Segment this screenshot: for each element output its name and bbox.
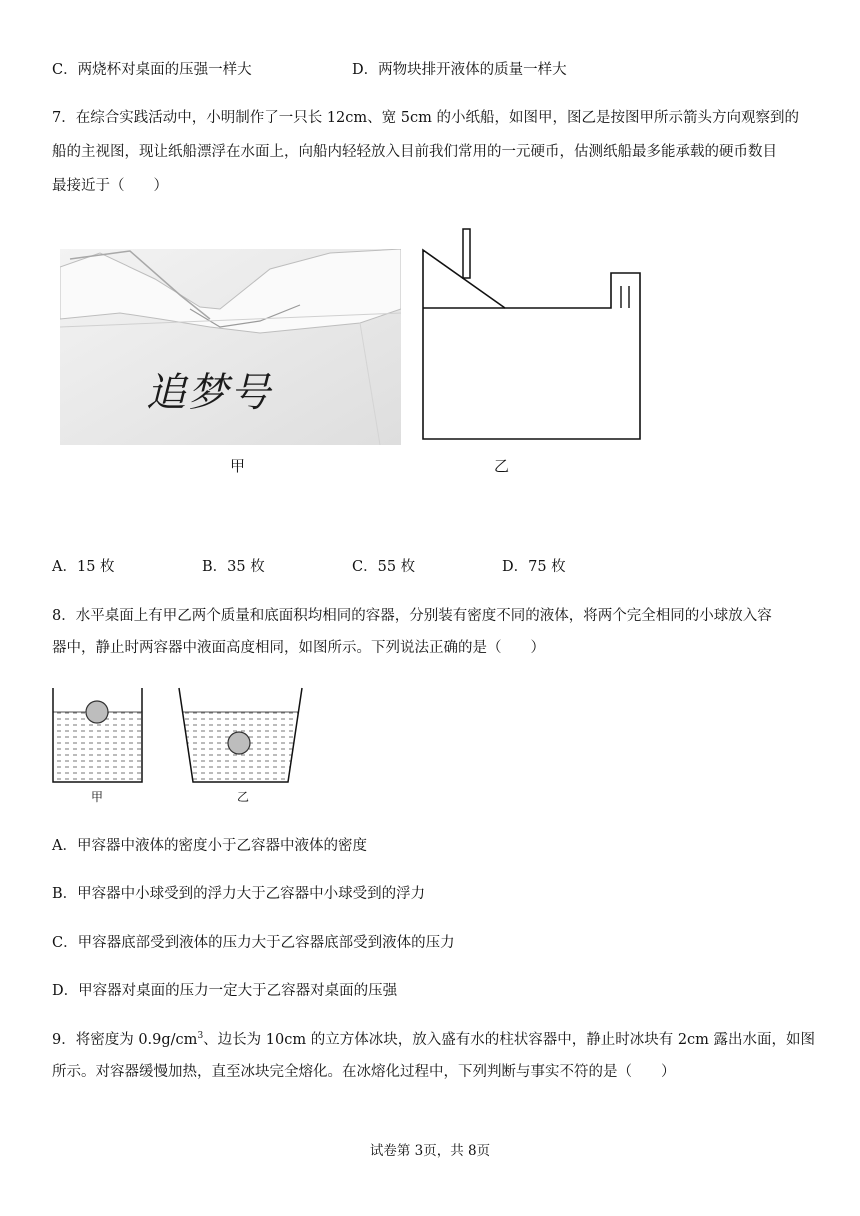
q6-option-c: C．两烧杯对桌面的压强一样大 bbox=[52, 62, 252, 78]
q6-option-d: D．两物块排开液体的质量一样大 bbox=[352, 62, 567, 78]
q8-label-yi: 乙 bbox=[237, 790, 250, 804]
q9-superscript: 3 bbox=[197, 1031, 204, 1042]
container-yi bbox=[179, 688, 302, 782]
q7-option-a: A．15 枚 bbox=[52, 559, 115, 575]
page-footer: 试卷第 3页，共 8页 bbox=[369, 1143, 491, 1159]
container-jia bbox=[53, 688, 142, 782]
q8-option-b: B．甲容器中小球受到的浮力大于乙容器中小球受到的浮力 bbox=[52, 886, 426, 902]
q8-option-a: A．甲容器中液体的密度小于乙容器中液体的密度 bbox=[52, 838, 367, 854]
q7-option-d: D．75 枚 bbox=[502, 559, 566, 575]
q7-stem-line1: 7．在综合实践活动中，小明制作了一只长 12cm、宽 5cm 的小纸船，如图甲，图乙是按图甲所示箭头方向观察到的 bbox=[52, 110, 799, 126]
q9-stem-line1 bbox=[52, 1030, 815, 1050]
q9-stem-part2: 、边长为 10cm 的立方体冰块，放入盛有水的柱状容器中，静止时冰块有 2cm 露出水面，如图 bbox=[203, 1032, 816, 1048]
boat-outline bbox=[423, 250, 640, 439]
paper-boat-photo bbox=[60, 249, 401, 445]
q8-option-d: D．甲容器对桌面的压力一定大于乙容器对桌面的压强 bbox=[52, 983, 398, 999]
q8-label-jia: 甲 bbox=[91, 790, 104, 804]
q7-stem-line3: 最接近于（ ） bbox=[52, 178, 168, 194]
q7-label-jia: 甲 bbox=[230, 457, 246, 475]
ball-yi bbox=[228, 732, 250, 754]
q7-stem-line2: 船的主视图，现让纸船漂浮在水面上，向船内轻轻放入目前我们常用的一元硬币，估测纸船最多能承载的硬币数目 bbox=[52, 144, 777, 160]
q8-stem-line1: 8．水平桌面上有甲乙两个质量和底面积均相同的容器，分别装有密度不同的液体，将两个完全相同的小球放入容 bbox=[52, 608, 772, 624]
q7-option-c: C．55 枚 bbox=[352, 559, 416, 575]
ball-jia bbox=[86, 701, 108, 723]
q7-option-b: B．35 枚 bbox=[202, 559, 265, 575]
boat-front-view-diagram bbox=[415, 224, 647, 444]
q9-stem-line2: 所示。对容器缓慢加热，直至冰块完全熔化。在冰熔化过程中，下列判断与事实不符的是（ ） bbox=[52, 1064, 676, 1080]
q8-option-c: C．甲容器底部受到液体的压力大于乙容器底部受到液体的压力 bbox=[52, 935, 455, 951]
q7-label-yi: 乙 bbox=[494, 457, 510, 475]
q9-stem-part1: 9．将密度为 0.9g/cm bbox=[52, 1032, 198, 1048]
view-arrow-marker bbox=[463, 229, 470, 278]
boat-name-handwriting: 追梦号 bbox=[146, 370, 272, 416]
q8-stem-line2: 器中，静止时两容器中液面高度相同，如图所示。下列说法正确的是（ ） bbox=[52, 640, 545, 656]
two-containers-diagram bbox=[48, 686, 310, 786]
